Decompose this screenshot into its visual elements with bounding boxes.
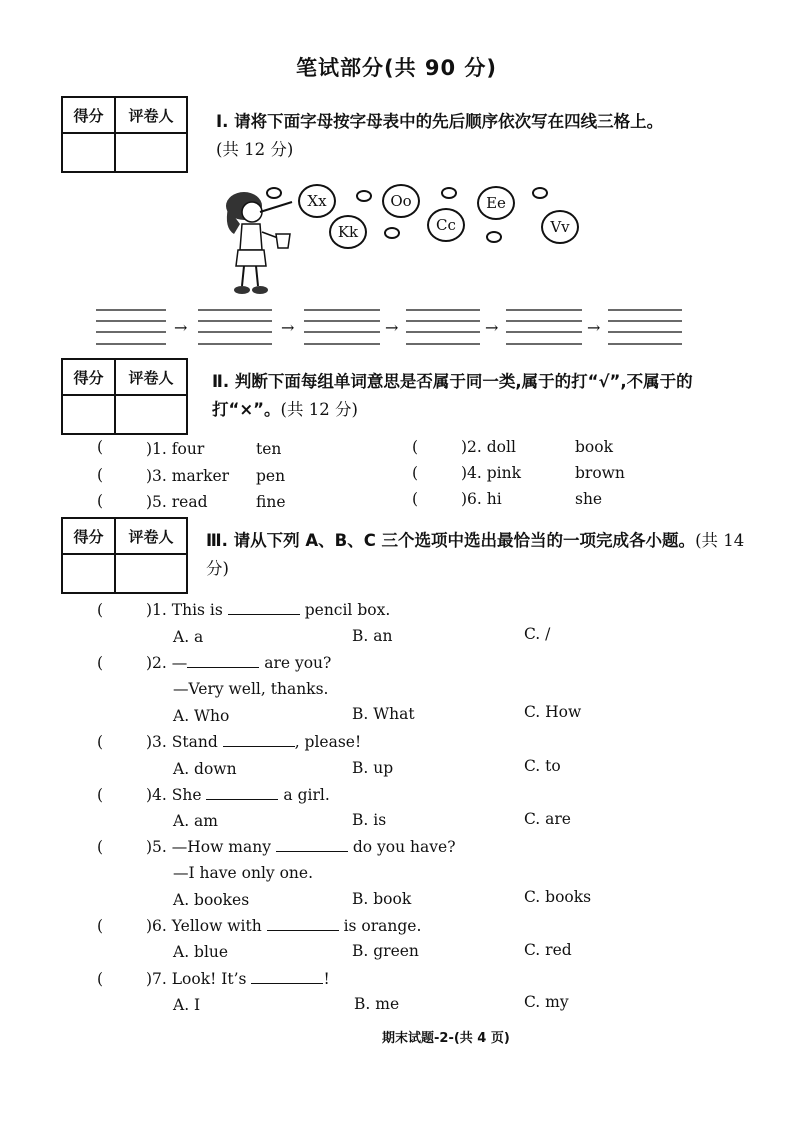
- section-3-heading: [206, 527, 746, 583]
- option-c: C. my: [524, 993, 569, 1011]
- question-3: [146, 733, 361, 751]
- arrow-icon: →: [485, 318, 499, 337]
- page-footer: 期末试题-2-(共 4 页): [382, 1031, 510, 1046]
- score-label: 得分: [62, 97, 115, 133]
- question-text: is orange.: [343, 917, 422, 935]
- question-text: )2. —: [146, 654, 188, 672]
- letter-bubble-xx: Xx: [298, 184, 336, 218]
- answer-blank[interactable]: [223, 746, 295, 747]
- page-title: 笔试部分(共 90 分): [295, 56, 498, 80]
- question-5: [146, 838, 456, 856]
- paren-open: (: [412, 490, 419, 508]
- arrow-icon: →: [281, 318, 295, 337]
- section-3-text: Ⅲ. 请从下列 A、B、C 三个选项中选出最恰当的一项完成各小题。: [206, 531, 696, 550]
- letter-bubble-ee: Ee: [477, 186, 515, 220]
- item-number: )3. marker: [146, 467, 230, 485]
- question-text: )3. Stand: [146, 733, 218, 751]
- section-2-heading: [212, 368, 742, 424]
- paren-open: (: [97, 438, 104, 456]
- puff-icon: [356, 190, 372, 202]
- option-b: B. is: [352, 811, 387, 829]
- item-word: she: [575, 490, 603, 508]
- option-c: C. books: [524, 888, 592, 906]
- section-3-points: (共 14 分): [206, 531, 745, 578]
- section-1-heading: [216, 108, 756, 164]
- grader-cell[interactable]: [115, 395, 187, 434]
- paren-open: (: [97, 786, 104, 804]
- question-7: [146, 970, 330, 988]
- grader-cell[interactable]: [115, 554, 187, 593]
- option-c: C. How: [524, 703, 582, 721]
- option-a: A. am: [173, 812, 218, 830]
- option-c: C. red: [524, 941, 572, 959]
- section-2-points: (共 12 分): [280, 400, 358, 419]
- paren-open: (: [97, 601, 104, 619]
- option-a: A. down: [173, 760, 237, 778]
- option-c: C. are: [524, 810, 571, 828]
- question-5-reply: —I have only one.: [173, 864, 313, 882]
- arrow-icon: →: [587, 318, 601, 337]
- answer-blank[interactable]: [206, 799, 278, 800]
- puff-icon: [441, 187, 457, 199]
- grader-label: 评卷人: [115, 359, 187, 395]
- item-number: )5. read: [146, 493, 208, 511]
- option-b: B. me: [354, 995, 400, 1013]
- item-word: brown: [575, 464, 625, 482]
- question-text: a girl.: [283, 786, 330, 804]
- grader-label: 评卷人: [115, 97, 187, 133]
- item-word: ten: [256, 440, 282, 458]
- puff-icon: [486, 231, 502, 243]
- letter-bubble-kk: Kk: [329, 215, 367, 249]
- question-text: )5. —How many: [146, 838, 271, 856]
- paren-open: (: [97, 917, 104, 935]
- question-text: )1. This is: [146, 601, 223, 619]
- paren-open: (: [412, 438, 419, 456]
- option-c: C. to: [524, 757, 561, 775]
- arrow-icon: →: [385, 318, 399, 337]
- paren-open: (: [97, 466, 104, 484]
- option-b: B. book: [352, 890, 412, 908]
- section-2-text: Ⅱ. 判断下面每组单词意思是否属于同一类,属于的打“√”,不属于的打“×”。: [212, 372, 693, 419]
- answer-blank[interactable]: [228, 614, 300, 615]
- item-word: book: [575, 438, 613, 456]
- paren-open: (: [97, 838, 104, 856]
- paren-open: (: [97, 654, 104, 672]
- option-a: A. a: [173, 628, 204, 646]
- question-2: [146, 654, 331, 672]
- question-text: )4. She: [146, 786, 202, 804]
- score-box: [61, 96, 188, 173]
- item-number: )6. hi: [461, 490, 502, 508]
- option-b: B. What: [352, 705, 415, 723]
- question-4: [146, 786, 330, 804]
- question-text: !: [323, 970, 330, 988]
- option-b: B. up: [352, 759, 394, 777]
- item-number: )4. pink: [461, 464, 522, 482]
- score-label: 得分: [62, 359, 115, 395]
- score-cell[interactable]: [62, 554, 115, 593]
- item-number: )2. doll: [461, 438, 516, 456]
- paren-open: (: [97, 970, 104, 988]
- puff-icon: [532, 187, 548, 199]
- question-6: [146, 917, 421, 935]
- score-label: 得分: [62, 518, 115, 554]
- paren-open: (: [97, 733, 104, 751]
- item-number: )1. four: [146, 440, 205, 458]
- question-text: are you?: [264, 654, 332, 672]
- score-box: [61, 517, 188, 594]
- puff-icon: [384, 227, 400, 239]
- paren-open: (: [412, 464, 419, 482]
- answer-blank[interactable]: [251, 983, 323, 984]
- letter-bubble-vv: Vv: [541, 210, 579, 244]
- section-1-text: Ⅰ. 请将下面字母按字母表中的先后顺序依次写在四线三格上。: [216, 112, 664, 131]
- question-text: pencil box.: [304, 601, 391, 619]
- letter-bubble-oo: Oo: [382, 184, 420, 218]
- question-text: do you have?: [352, 838, 456, 856]
- question-text: )6. Yellow with: [146, 917, 262, 935]
- score-cell[interactable]: [62, 395, 115, 434]
- option-a: A. bookes: [173, 891, 250, 909]
- option-a: A. I: [173, 996, 201, 1014]
- letter-bubble-cc: Cc: [427, 208, 465, 242]
- paren-open: (: [97, 492, 104, 510]
- grader-cell[interactable]: [115, 133, 187, 172]
- question-1: [146, 601, 390, 619]
- grader-label: 评卷人: [115, 518, 187, 554]
- option-a: A. blue: [173, 943, 229, 961]
- section-1-points: (共 12 分): [216, 140, 294, 159]
- question-2-reply: —Very well, thanks.: [173, 680, 329, 698]
- answer-blank[interactable]: [267, 930, 339, 931]
- answer-blank[interactable]: [276, 851, 348, 852]
- score-cell[interactable]: [62, 133, 115, 172]
- question-text: )7. Look! It’s: [146, 970, 247, 988]
- girl-illustration: [220, 188, 300, 298]
- item-word: fine: [256, 493, 286, 511]
- option-a: A. Who: [173, 707, 230, 725]
- puff-icon: [266, 187, 282, 199]
- option-c: C. /: [524, 625, 551, 643]
- answer-blank[interactable]: [187, 667, 259, 668]
- item-word: pen: [256, 467, 286, 485]
- option-b: B. an: [352, 627, 393, 645]
- score-box: [61, 358, 188, 435]
- arrow-icon: →: [174, 318, 188, 337]
- option-b: B. green: [352, 942, 419, 960]
- question-text: , please!: [294, 733, 362, 751]
